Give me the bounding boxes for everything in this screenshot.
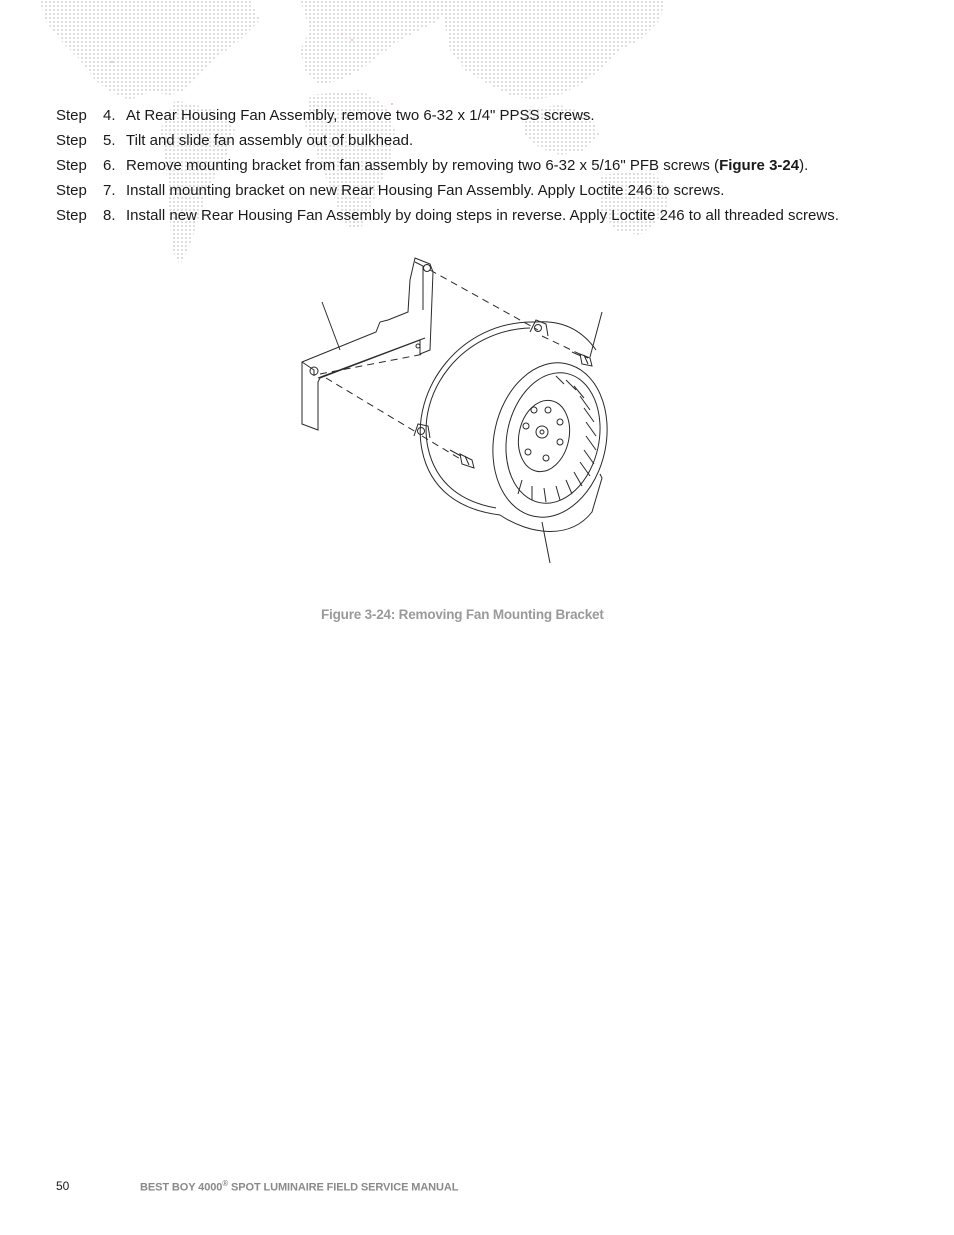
step-number: 4. <box>103 107 116 124</box>
step-label: Step <box>56 157 87 174</box>
step-label: Step <box>56 182 87 199</box>
step-text <box>126 156 808 176</box>
step-number: 5. <box>103 132 116 149</box>
screw-bottom <box>450 450 474 468</box>
figure-reference-link[interactable]: Figure 3-24 <box>719 157 800 174</box>
step-text: Install mounting bracket on new Rear Housing Fan Assembly. Apply Loctite 246 to screws. <box>126 182 725 199</box>
screw-leader-line <box>590 312 602 357</box>
rear-housing-fan-assembly <box>414 320 621 532</box>
step-number: 8. <box>103 207 116 224</box>
figure-caption: Figure 3-24: Removing Fan Mounting Bracket <box>321 607 604 622</box>
step-8 <box>56 206 916 231</box>
fan-leader-line <box>542 522 550 563</box>
fan-blades <box>518 376 596 502</box>
step-text: Tilt and slide fan assembly out of bulkhead. <box>126 132 414 149</box>
step-5 <box>56 131 916 156</box>
registered-mark: ® <box>222 1179 229 1188</box>
page-number: 50 <box>56 1179 70 1193</box>
step-4 <box>56 106 916 131</box>
step-label: Step <box>56 207 87 224</box>
step-6 <box>56 156 916 181</box>
procedure-steps <box>56 106 916 231</box>
step-label: Step <box>56 107 87 124</box>
bracket-leader-line <box>322 302 340 350</box>
step-text: At Rear Housing Fan Assembly, remove two 6-32 x 1/4" PPSS screws. <box>126 107 595 124</box>
mounting-bracket <box>302 258 433 430</box>
step-text-after: ). <box>799 157 809 174</box>
fan-bracket-illustration <box>290 250 630 570</box>
step-label: Step <box>56 132 87 149</box>
step-text-before: Remove mounting bracket from fan assembly by removing two 6-32 x 5/16" PFB screws ( <box>126 157 720 174</box>
step-text: Install new Rear Housing Fan Assembly by doing steps in reverse. Apply Loctite 246 to all threaded screws. <box>126 207 839 224</box>
screw-top <box>572 352 592 366</box>
step-number: 7. <box>103 182 116 199</box>
footer-title-main: BEST BOY 4000 <box>140 1181 223 1194</box>
step-number: 6. <box>103 157 116 174</box>
footer-manual-title <box>140 1179 458 1194</box>
footer-title-rest: SPOT LUMINAIRE FIELD SERVICE MANUAL <box>228 1181 459 1194</box>
step-7 <box>56 181 916 206</box>
